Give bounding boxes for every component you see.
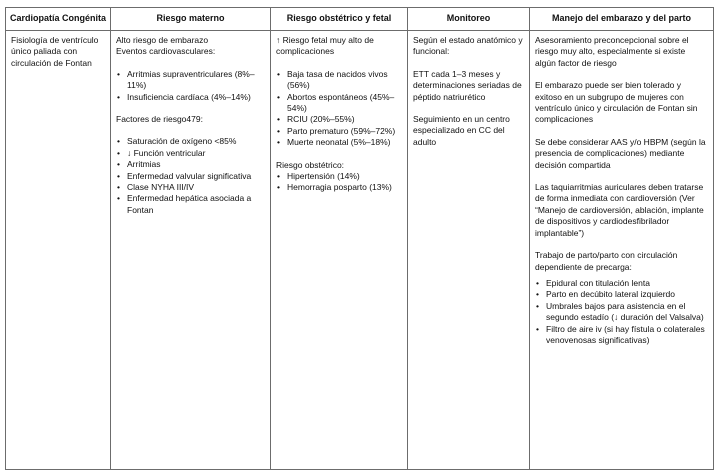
parto-item: • Epidural con titulación lenta: [535, 278, 708, 289]
alto-riesgo-text: Alto riesgo de embarazo: [116, 35, 209, 45]
monitoreo-p3: Seguimiento en un centro especializado en CC del adulto: [413, 114, 510, 147]
monitoreo-p1: Según el estado anatómico y funcional:: [413, 35, 523, 57]
obst-item: • Hemorragia posparto (13%): [276, 182, 402, 193]
cell-riesgo-materno: [111, 31, 271, 470]
parto-item: • Umbrales bajos para asistencia en el segundo estadío (↓ duración del Valsalva): [535, 301, 708, 324]
manejo-p1: Asesoramiento preconcepcional sobre el riesgo muy alto, especialmente si existe algún factor de riesgo: [535, 35, 689, 68]
cv-item: • Arritmias supraventriculares (8%–11%): [116, 69, 265, 92]
fontan-table: [5, 7, 714, 470]
fetal-item: • Parto prematuro (59%–72%): [276, 126, 402, 137]
factor-item: • Arritmias: [116, 159, 265, 170]
factor-item: • Saturación de oxígeno <85%: [116, 136, 265, 147]
cell-monitoreo: [408, 31, 530, 470]
fetal-item: • Abortos espontáneos (45%–54%): [276, 92, 402, 115]
cell-manejo: [530, 31, 714, 470]
header-riesgo-obstetrico: Riesgo obstétrico y fetal: [271, 8, 408, 31]
monitoreo-p2: ETT cada 1–3 meses y determinaciones seriadas de péptido natriurético: [413, 68, 522, 102]
header-cardiopatia: Cardiopatía Congénita: [6, 8, 111, 31]
manejo-p3: Se debe considerar AAS y/o HBPM (según la presencia de complicaciones) mediante decisión compartida: [535, 136, 706, 170]
header-row: [6, 8, 714, 31]
eventos-cv-title: Eventos cardiovasculares:: [116, 46, 216, 57]
manejo-p2: El embarazo puede ser bien tolerado y exitoso en un subgrupo de mujeres con ventrículo único y circulación de Fontan sin complicaciones: [535, 80, 698, 125]
factores-title: Factores de riesgo479:: [116, 114, 203, 125]
parto-item: • Parto en decúbito lateral izquierdo: [535, 289, 708, 300]
content-row: [6, 31, 714, 470]
factor-item: • ↓ Función ventricular: [116, 148, 265, 159]
manejo-p5: Trabajo de parto/parto con circulación dependiente de precarga:: [535, 250, 678, 272]
factor-item: • Enfermedad hepática asociada a Fontan: [116, 193, 265, 216]
fetal-item: • Baja tasa de nacidos vivos (56%): [276, 69, 402, 92]
fetal-item: • RCIU (20%–55%): [276, 114, 402, 125]
manejo-p4: Las taquiarritmias auriculares deben tratarse de forma inmediata con cardioversión (Ver “Manejo de cardioversión, ablación, implante de dispositivos y cardiodesfibrilador implantable”): [535, 182, 704, 238]
fetal-item: • Muerte neonatal (5%–18%): [276, 137, 402, 148]
cell-riesgo-obstetrico: [271, 31, 408, 470]
cell-cardiopatia: [6, 31, 111, 470]
factor-item: • Clase NYHA III/IV: [116, 182, 265, 193]
header-manejo: Manejo del embarazo y del parto: [530, 8, 714, 31]
header-riesgo-materno: Riesgo materno: [111, 8, 271, 31]
fontan-description: Fisiología de ventrículo único paliada con circulación de Fontan: [11, 35, 99, 68]
riesgo-fetal-intro: ↑ Riesgo fetal muy alto de complicaciones: [276, 35, 374, 57]
parto-item: • Filtro de aire iv (si hay fístula o colaterales venovenosas significativas): [535, 324, 708, 347]
header-monitoreo: Monitoreo: [408, 8, 530, 31]
cv-item: • Insuficiencia cardíaca (4%–14%): [116, 92, 265, 103]
riesgo-obstetrico-title: Riesgo obstétrico:: [276, 159, 345, 170]
obst-item: • Hipertensión (14%): [276, 171, 402, 182]
factor-item: • Enfermedad valvular significativa: [116, 171, 265, 182]
